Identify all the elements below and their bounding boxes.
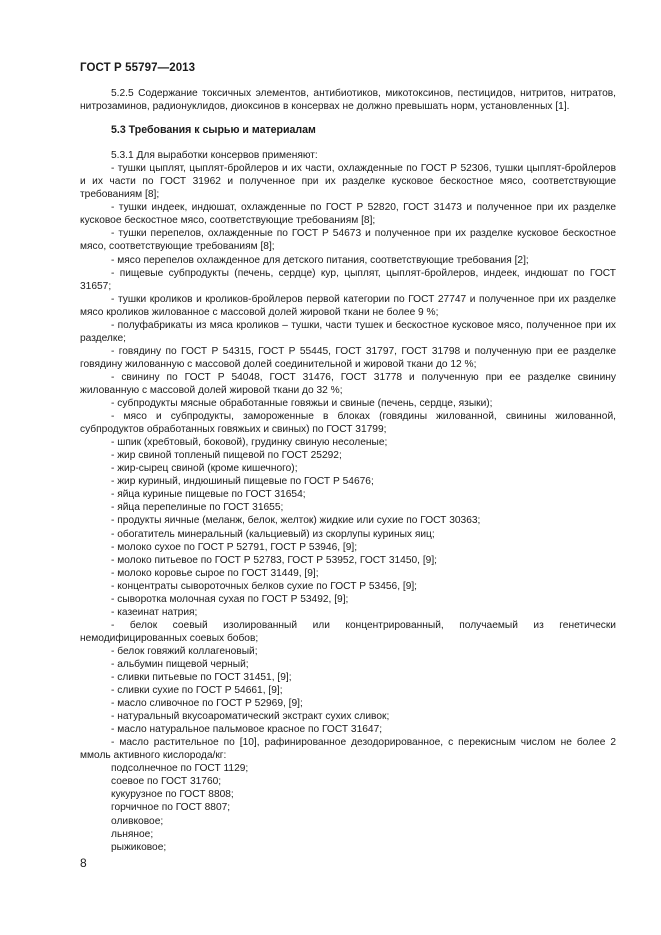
list-item: - говядину по ГОСТ Р 54315, ГОСТ Р 55445, ГОСТ 31797, ГОСТ 31798 и полученную при ее разделке говядину жилованную с массовой долей соединительной и жировой ткани до 12 %; [80,345,616,370]
list-item: - тушки цыплят, цыплят-бройлеров и их части, охлажденные по ГОСТ Р 52306, тушки цыплят-бройлеров и их части по ГОСТ 31962 и полученное при их разделке кусковое бескостное мясо, соответствующие требованиям [8]; [80,163,616,201]
list-item: - свинину по ГОСТ Р 54048, ГОСТ 31476, ГОСТ 31778 и полученную при ее разделке свинину жилованную с массовой долей жировой ткани до 32 %; [80,371,616,396]
document-header: ГОСТ Р 55797—2013 [80,62,196,74]
oil-subitem: оливковое; [111,815,164,827]
list-item: - продукты яичные (меланж, белок, желток) жидкие или сухие по ГОСТ 30363; [111,515,481,527]
list-item: - яйца перепелиные по ГОСТ 31655; [111,502,284,514]
list-item: - концентраты сывороточных белков сухие по ГОСТ Р 53456, [9]; [111,580,418,592]
paragraph-5-3-1-intro: 5.3.1 Для выработки консервов применяют: [111,150,318,162]
list-item: - тушки кроликов и кроликов-бройлеров первой категории по ГОСТ 27747 и полученное при их разделке мясо кроликов жилованное с массовой долей жировой ткани не более 9 %; [80,293,616,318]
page-number: 8 [80,856,87,870]
section-title-5-3: 5.3 Требования к сырью и материалам [111,124,316,137]
list-item: - мясо и субпродукты, замороженные в блоках (говядины жилованной, свинины жилованной, субпродуктов обработанных говяжьих и свиных) по ГОСТ 31799; [80,411,616,436]
list-item: - молоко сухое по ГОСТ Р 52791, ГОСТ Р 53946, [9]; [111,541,358,553]
list-item: - субпродукты мясные обработанные говяжьи и свиные (печень, сердце, языки); [111,398,493,410]
list-item: - полуфабрикаты из мяса кроликов – тушки, части тушек и бескостное кусковое мясо, полученное при их разделке; [80,319,616,344]
list-item: - масло сливочное по ГОСТ Р 52969, [9]; [111,698,303,710]
list-item: - пищевые субпродукты (печень, сердце) кур, цыплят, цыплят-бройлеров, индеек, индюшат по ГОСТ 31657; [80,267,616,292]
document-body [80,87,616,854]
list-item: - сливки сухие по ГОСТ Р 54661, [9]; [111,685,283,697]
oil-subitem: соевое по ГОСТ 31760; [111,776,222,788]
raw-materials-list [80,162,616,762]
list-item: - жир куриный, индюшиный пищевые по ГОСТ Р 54676; [111,476,374,488]
list-item: - масло растительное по [10], рафинированное дезодорированное, с перекисным числом не более 2 ммоль активного кислорода/кг: [80,737,616,762]
oil-subitem: льняное; [111,828,154,840]
list-item: - сыворотка молочная сухая по ГОСТ Р 53492, [9]; [111,593,349,605]
list-item: - сливки питьевые по ГОСТ 31451, [9]; [111,672,292,684]
oil-subitem: горчичное по ГОСТ 8807; [111,802,231,814]
list-item: - мясо перепелов охлажденное для детского питания, соответствующие требования [2]; [111,254,529,266]
list-item: - белок соевый изолированный или концентрированный, получаемый из генетически немодифицированных соевых бобов; [80,619,616,644]
list-item: - жир-сырец свиной (кроме кишечного); [111,463,298,475]
list-item: - натуральный вкусоароматический экстракт сухих сливок; [111,711,390,723]
list-item: - обогатитель минеральный (кальциевый) из скорлупы куриных яиц; [111,528,435,540]
list-item: - масло натуральное пальмовое красное по ГОСТ 31647; [111,724,383,736]
oil-subitem: рыжиковое; [111,841,167,853]
list-item: - яйца куриные пищевые по ГОСТ 31654; [111,489,306,501]
list-item: - шпик (хребтовый, боковой), грудинку свиную несоленые; [111,437,388,449]
list-item: - альбумин пищевой черный; [111,658,249,670]
paragraph-5-2-5: 5.2.5 Содержание токсичных элементов, антибиотиков, микотоксинов, пестицидов, нитритов, нитратов, нитрозаминов, радионуклидов, диоксинов в консервах не должно превышать норм, установленных [1]. [80,88,616,113]
list-item: - тушки индеек, индюшат, охлажденные по ГОСТ Р 52820, ГОСТ 31473 и полученное при их разделке кусковое бескостное мясо, соответствующие требованиям [8]; [80,202,616,227]
list-item: - жир свиной топленый пищевой по ГОСТ 25292; [111,450,342,462]
list-item: - тушки перепелов, охлажденные по ГОСТ Р 54673 и полученное при их разделке кусковое бескостное мясо, соответствующие требованиям [8]; [80,228,616,253]
vegetable-oil-list [80,762,616,853]
list-item: - молоко коровье сырое по ГОСТ 31449, [9]; [111,567,319,579]
oil-subitem: подсолнечное по ГОСТ 1129; [111,763,249,775]
list-item: - казеинат натрия; [111,606,198,618]
list-item: - молоко питьевое по ГОСТ Р 52783, ГОСТ Р 53952, ГОСТ 31450, [9]; [111,554,437,566]
list-item: - белок говяжий коллагеновый; [111,645,258,657]
oil-subitem: кукурузное по ГОСТ 8808; [111,789,234,801]
